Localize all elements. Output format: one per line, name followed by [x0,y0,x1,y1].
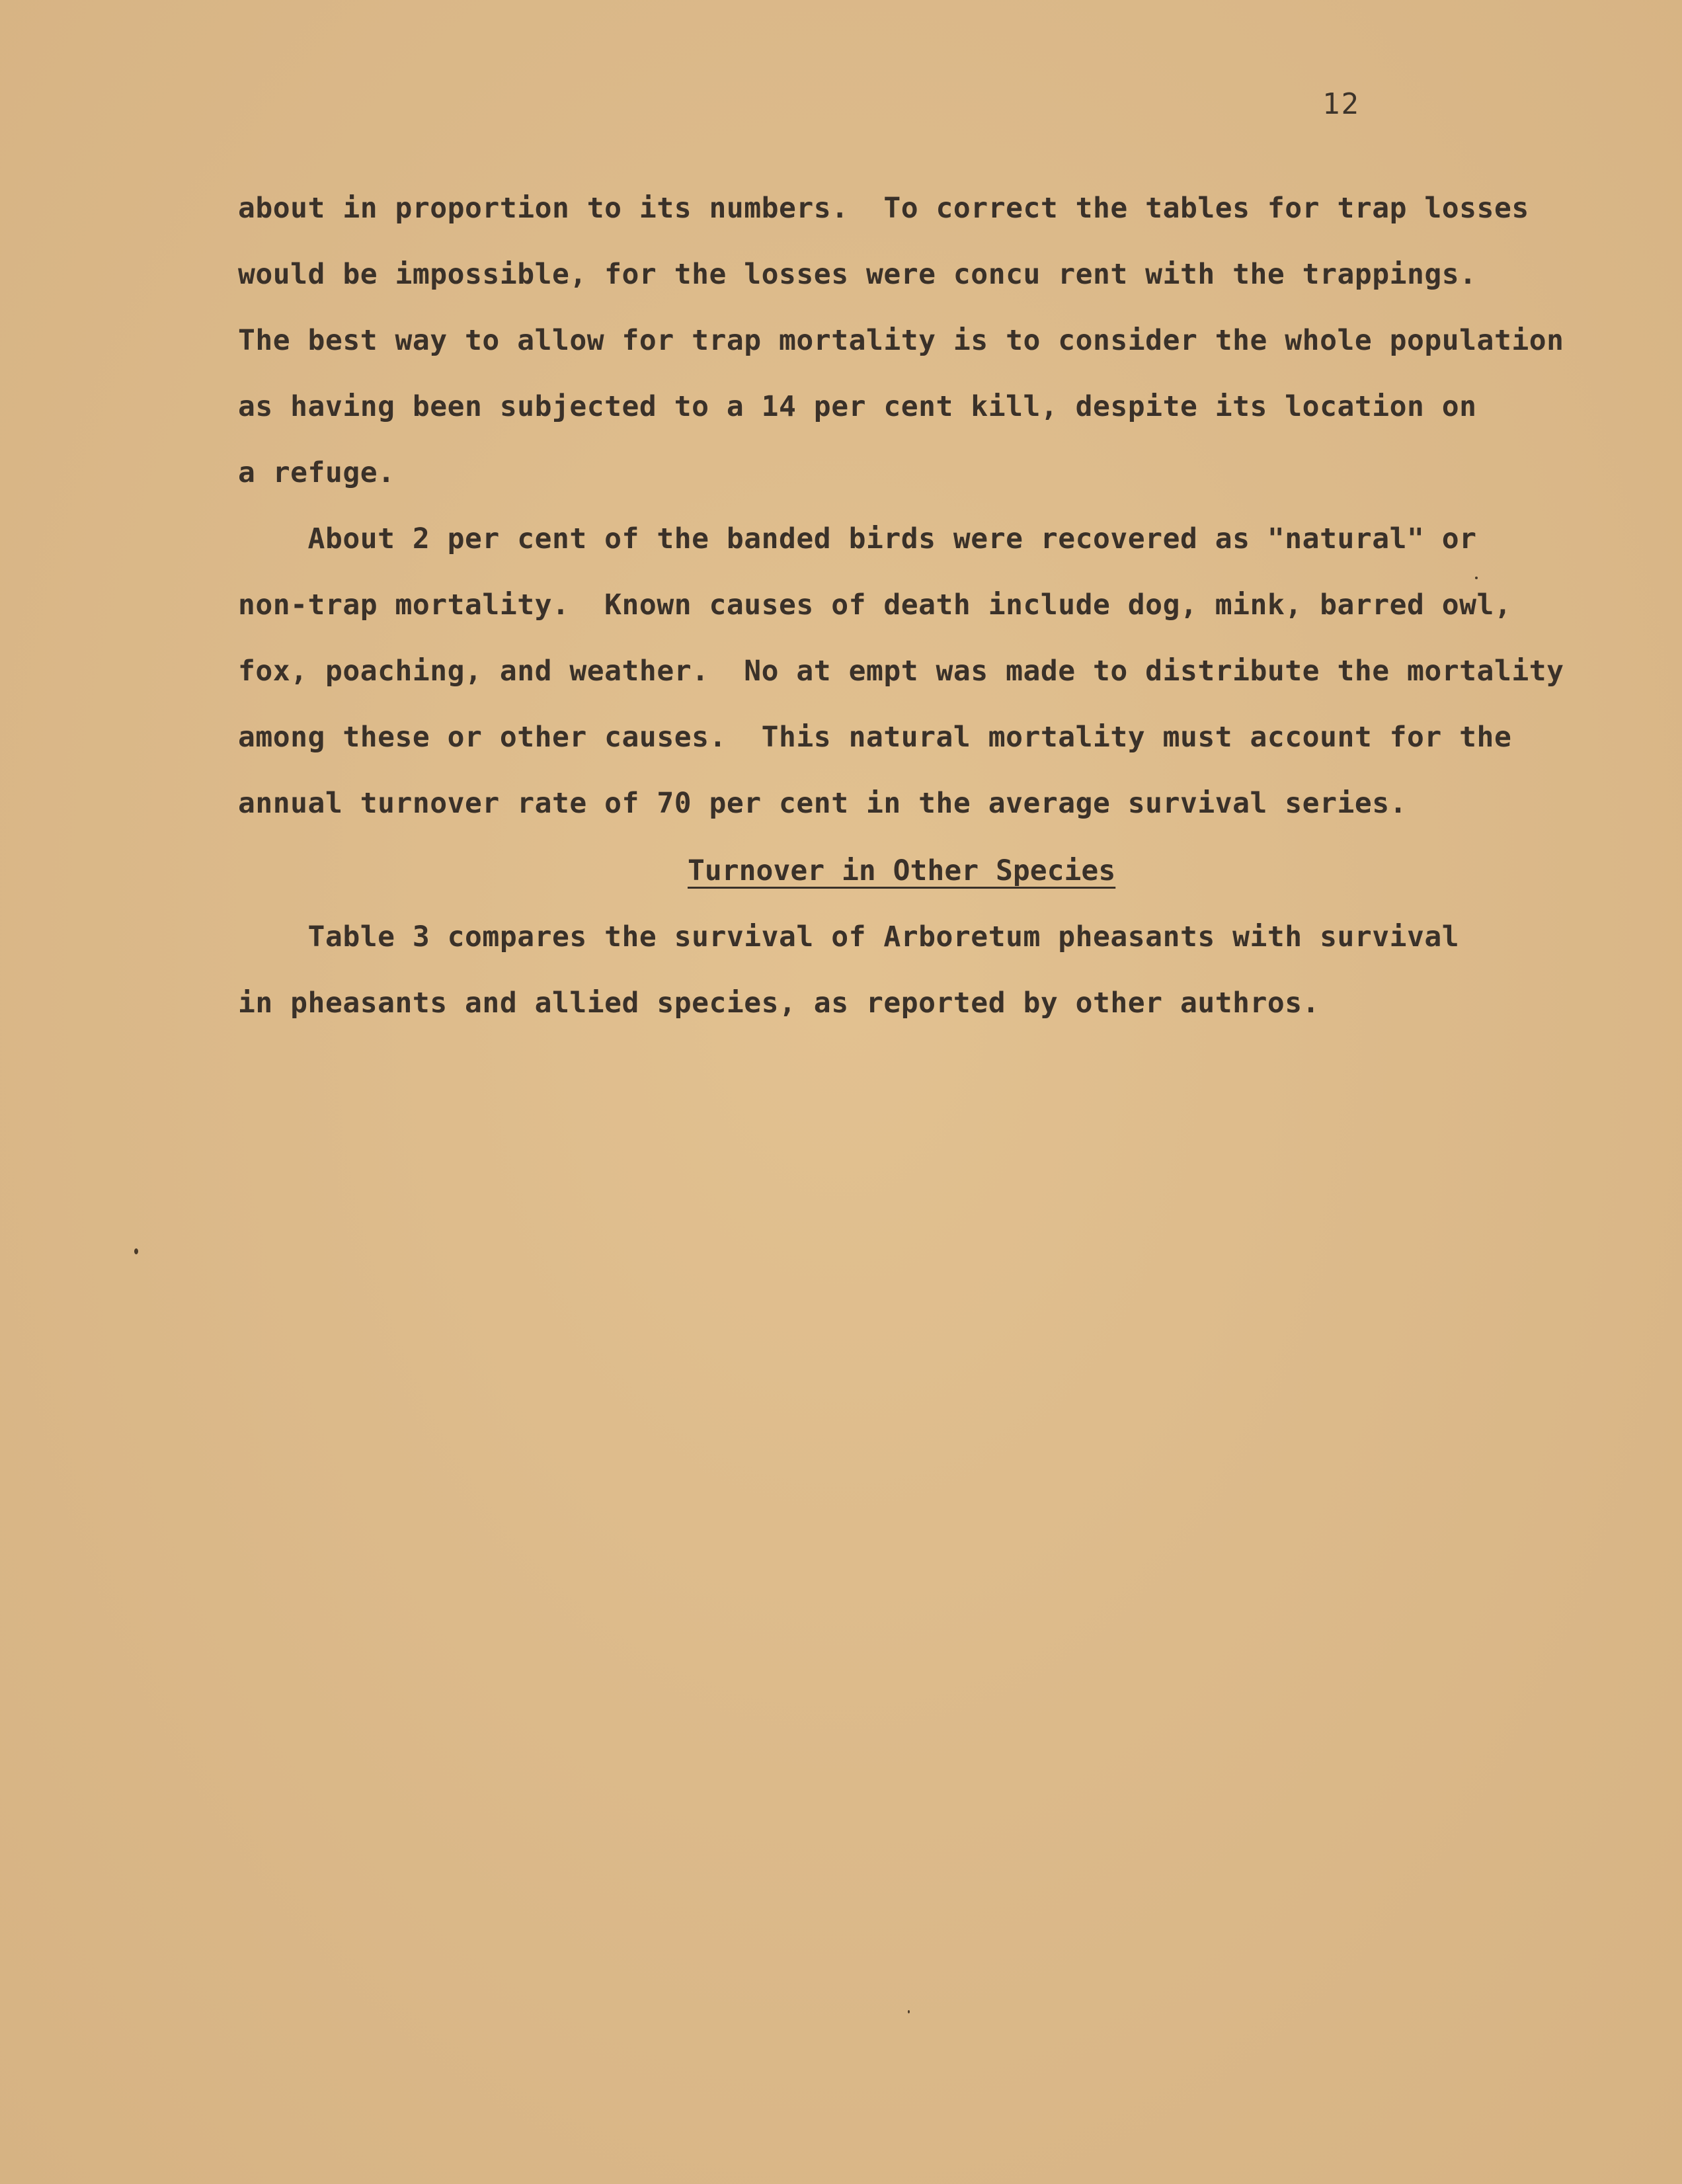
paragraph-3-line-1: Table 3 compares the survival of Arboretum pheasants with survival [238,920,1460,953]
paragraph-2-line-5: annual turnover rate of 70 per cent in the average survival series. [238,787,1408,820]
paragraph-1-line-1: about in proportion to its numbers. To correct the tables for trap losses [238,192,1529,225]
paper-speck [1475,577,1478,579]
section-heading: Turnover in Other Species [688,854,1116,887]
paragraph-2-line-1: About 2 per cent of the banded birds were recovered as "natural" or [238,522,1477,555]
paragraph-1-line-2: would be impossible, for the losses were concu rent with the trappings. [238,258,1477,291]
paragraph-1-line-4: as having been subjected to a 14 per cent kill, despite its location on [238,390,1477,423]
paragraph-2-line-2: non-trap mortality. Known causes of death include dog, mink, barred owl, [238,588,1512,622]
paragraph-2-line-3: fox, poaching, and weather. No at empt was made to distribute the mortality [238,655,1564,688]
paragraph-1-line-5: a refuge. [238,456,395,489]
paper-speck [908,2010,910,2013]
paragraph-1-line-3: The best way to allow for trap mortality is to consider the whole population [238,324,1564,357]
paper-speck [134,1248,138,1254]
paragraph-2-line-4: among these or other causes. This natural mortality must account for the [238,721,1512,754]
paragraph-3-line-2: in pheasants and allied species, as reported by other authros. [238,987,1320,1020]
page-number: 12 [1322,87,1360,121]
